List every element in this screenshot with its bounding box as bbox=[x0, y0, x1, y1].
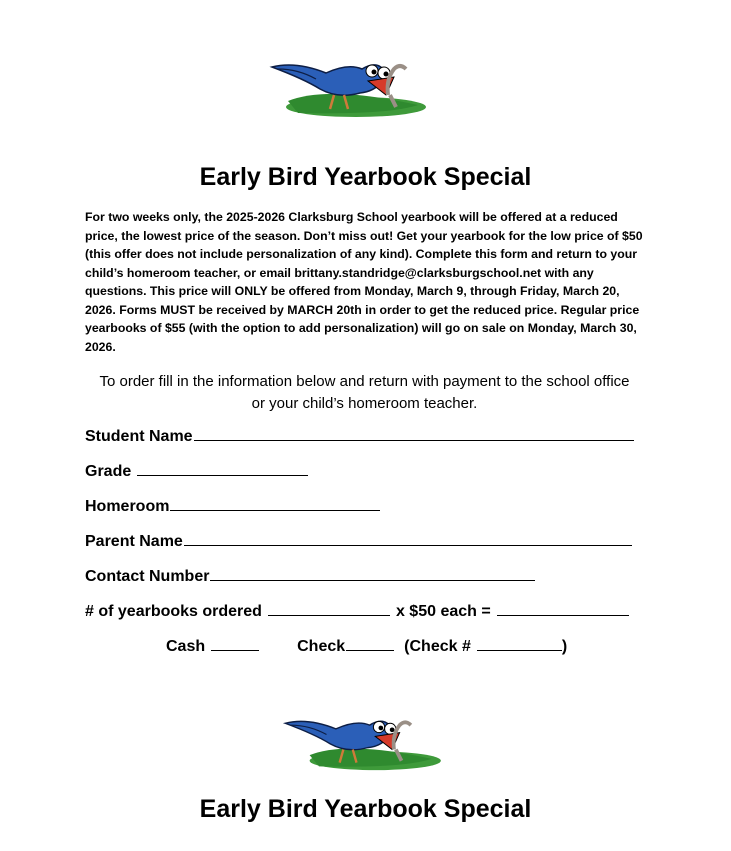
check-number-field[interactable] bbox=[477, 635, 562, 651]
contact-number-field[interactable] bbox=[210, 565, 535, 581]
homeroom-field[interactable] bbox=[170, 495, 380, 511]
parent-name-label: Parent Name bbox=[85, 533, 183, 550]
check-number-close: ) bbox=[561, 638, 568, 655]
order-instructions: To order fill in the information below and return with payment to the school office or your child’s homeroom teacher. bbox=[99, 373, 630, 412]
student-name-row bbox=[85, 425, 634, 447]
intro-paragraph: For two weeks only, the 2025-2026 Clarksburg School yearbook will be offered at a reduced price, the lowest price of the season. Don’t miss out! Get your yearbook for the low price of $50 (this offer does not include personalization of any kind). Complete this form and return to your child’s homeroom teacher, or email brittany.standridge@clarksburgschool.net with any questions. This price will ONLY be offered from Monday, March 9, through Friday, March 20, 2026. Forms MUST be received by MARCH 20th in order to get the reduced price. Regular price yearbooks of $55 (with the option to add personalization) will go on sale on Monday, March 30, 2026. bbox=[85, 210, 643, 354]
parent-name-row bbox=[85, 530, 632, 552]
cash-field[interactable] bbox=[211, 635, 259, 651]
student-name-field[interactable] bbox=[194, 425, 634, 441]
payment-row bbox=[166, 635, 567, 657]
grade-field[interactable] bbox=[137, 460, 308, 476]
cash-label: Cash bbox=[166, 638, 206, 655]
yearbooks-ordered-label: # of yearbooks ordered bbox=[85, 603, 262, 620]
total-amount-field[interactable] bbox=[497, 600, 629, 616]
student-name-label: Student Name bbox=[85, 428, 193, 445]
check-label: Check bbox=[297, 638, 346, 655]
contact-number-label: Contact Number bbox=[85, 568, 210, 585]
homeroom-label: Homeroom bbox=[85, 498, 170, 515]
contact-number-row bbox=[85, 565, 535, 587]
early-bird-illustration-top bbox=[268, 55, 444, 119]
check-field[interactable] bbox=[346, 635, 394, 651]
grade-label: Grade bbox=[85, 463, 132, 480]
page-title-bottom: Early Bird Yearbook Special bbox=[199, 795, 532, 823]
yearbooks-quantity-field[interactable] bbox=[268, 600, 390, 616]
grade-row bbox=[85, 460, 308, 482]
parent-name-field[interactable] bbox=[184, 530, 632, 546]
price-each-label: x $50 each = bbox=[395, 603, 491, 620]
page-title: Early Bird Yearbook Special bbox=[199, 163, 532, 191]
yearbooks-ordered-row bbox=[85, 600, 629, 622]
early-bird-illustration-bottom bbox=[279, 712, 449, 772]
check-number-label: (Check # bbox=[404, 638, 471, 655]
homeroom-row bbox=[85, 495, 380, 517]
